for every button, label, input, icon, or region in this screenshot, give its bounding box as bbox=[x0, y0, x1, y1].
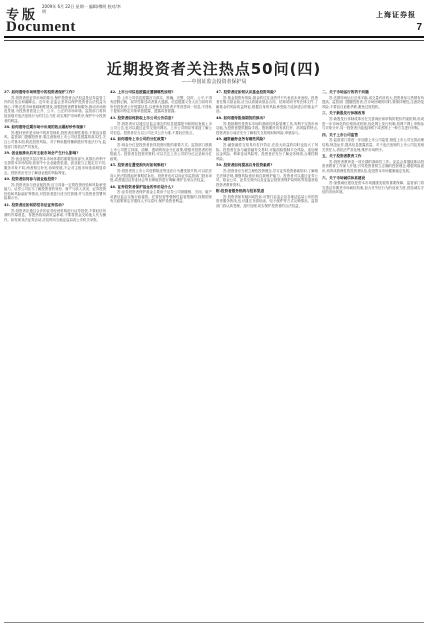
question-heading: 六、关于市场诚信体系建设 bbox=[322, 175, 366, 180]
answer-text: 答:近期市场运行总体平稳,成交量有所放大,投资者参与热情有所提高。监管部门提醒投资者,在市场回暖的同时,要保持理性,注意防范风险,不要盲目追涨杀跌,避免过度投机。 bbox=[322, 95, 424, 109]
qa-item bbox=[110, 163, 212, 182]
question-heading: 三、关于新股发行体制改革 bbox=[322, 111, 366, 116]
answer-text: 答:融资融券交易具有杠杆效应,在放大收益的同时也放大了风险。投资者在参与融资融券交易时,可能面临强制平仓风险、追加保证金风险、利率变动风险等。投资者应充分了解业务规则,合理控制风险。 bbox=[216, 142, 318, 161]
answer-text: 答:投资者应当树立理性投资理念,学习证券投资基础知识,了解相关法律法规,增强风险意识和自我保护能力。投资者可以通过证券公司、基金公司、证券交易所以及证监会投资者保护局网站等渠道获取投资者教育资料。 bbox=[216, 168, 318, 187]
answer-text: 答:投资者可以通过证监会指定的信息披露报刊和网站查阅上市公司公告,也可以通过证券交易所网站、上市公司网站等渠道了解公司信息。投资者应当以公司正式公告为准,不要轻信传言。 bbox=[110, 121, 212, 135]
question-heading: 44. 如何看待上市公司的分红政策? bbox=[110, 137, 167, 142]
answer-text: 答:投资者因上市公司虚假陈述等违法行为遭受损失的,可以依法向人民法院提起民事赔偿诉讼。投资者也可以向证券监管部门投诉举报,或者通过证券业协会等自律组织进行调解,维护自身合法权益。 bbox=[110, 168, 212, 183]
question-heading: 37. 如何看待市场转型中的投资者保护工作? bbox=[4, 90, 75, 94]
question-heading: 40. 投资者如何参与创业板投资? bbox=[4, 177, 57, 182]
qa-item bbox=[4, 90, 106, 123]
text-column bbox=[216, 90, 318, 620]
article-body bbox=[4, 90, 424, 620]
article-headline: 近期投资者关注热点50问(四) bbox=[106, 60, 322, 78]
text-column bbox=[110, 90, 212, 620]
page-number: 7 bbox=[416, 22, 422, 33]
header-rule bbox=[4, 36, 424, 38]
qa-item bbox=[322, 133, 424, 152]
question-heading: 49. 融资融券业务有哪些风险? bbox=[216, 137, 266, 142]
answer-text: 答:投资者应通过合法的证券经营机构进行证券投资,不要轻信所谓的内幕消息、荐股热线和高收益承诺,不要将资金交给他人代为操作。如发现非法证券活动,应及时向当地证监局或公安机关举报。 bbox=[4, 208, 106, 222]
question-heading: 45. 投资者在遭受损失时如何维权? bbox=[110, 163, 167, 168]
answer-text: 答:基金投资有风险,基金的过往业绩并不代表其未来表现。投资者在购买基金前,应当认真阅读基金合同、招募说明书等法律文件,了解基金的风险收益特征,根据自身的风险承受能力选择适合的基金产品。 bbox=[216, 95, 318, 114]
answer-text: 答:投资者是证券市场的基石,保护投资者合法权益是证券监管工作的出发点和落脚点。近年来,证监会坚持以保护投资者合法权益为核心,不断完善市场基础制度建设,加强投资者教育和服务,推动市场规范发展,为投资者营造公开、公平、公正的市场环境。监管部门将持续加强对违法违规行为的打击力度,切实维护市场秩序,保护中小投资者的利益。 bbox=[4, 95, 106, 123]
answer-text: 答:新股发行体制改革旨在完善询价和申购的报价约束机制,形成进一步市场化的价格形成机制,优化网上发行机制,将网下网上申购参与对象分开,同一投资者只能选择网下或者网上一种方式进行申购。 bbox=[322, 116, 424, 131]
answer-text: 答:股指期货是资本市场的基础性风险管理工具,有利于完善市场功能,为投资者提供避险手段。股指期货具有高杠杆、高风险的特点,投资者参与前应充分了解相关交易规则和风险,审慎参与。 bbox=[216, 121, 318, 135]
footer-rule bbox=[4, 622, 424, 623]
qa-item bbox=[322, 111, 424, 130]
question-heading: 41. 投资者应如何防范非法证券活动? bbox=[4, 203, 64, 208]
question-heading: 43. 投资者如何获取上市公司公告信息? bbox=[110, 115, 174, 120]
answer-text: 答:现金分红是投资者获得投资回报的重要方式。监管部门鼓励上市公司建立持续、清晰、透明的现金分红政策,增强对投资者的回报能力。投资者在投资决策时,可以关注上市公司的分红记录和分红政策。 bbox=[110, 142, 212, 161]
answer-text: 答:创业板是多层次资本市场体系的重要组成部分,其推出有利于完善资本市场结构,拓宽中小企业融资渠道。创业板与主板定位不同,服务对象不同,两者相互补充,协调发展,不会对主板市场造成明显冲击。投资者应充分了解创业板的风险特征。 bbox=[4, 156, 106, 175]
section-title: 专版 bbox=[6, 8, 39, 23]
question-heading: 46. 证券投资者保护基金的作用是什么? bbox=[110, 184, 174, 189]
newspaper-name: 上海证券报 bbox=[376, 10, 416, 19]
answer-text: 答:加强诚信建设是资本市场健康发展的重要保障。监管部门将完善证券期货市场诚信档案,加大对失信行为的惩戒力度,营造诚实守信的市场环境。 bbox=[322, 181, 424, 195]
question-heading: 二、关于市场运行的若干问题 bbox=[322, 90, 369, 94]
qa-item bbox=[216, 90, 318, 114]
answer-text: 答:投资者参与创业板投资,应当具备一定的投资经验和风险承受能力。证券公司应当了解投资者的身份、财产与收入状况、证券投资经验和风险偏好等情况,对投资者进行适当性管理,并与投资者签署风险揭示书。 bbox=[4, 182, 106, 201]
question-heading: 39. 创业板推出后对主板市场会产生什么影响? bbox=[4, 151, 79, 156]
question-heading: 38. 如何看待近期市场中出现的热点题材炒作现象? bbox=[4, 125, 86, 130]
header-rule-thin bbox=[4, 40, 424, 41]
qa-item bbox=[110, 137, 212, 161]
qa-item bbox=[4, 177, 106, 201]
qa-item bbox=[4, 203, 106, 222]
question-heading: 附:投资者服务热线与投诉渠道 bbox=[216, 189, 265, 194]
answer-text: 答:上市公司信息披露应当真实、准确、完整、及时、公平,不得有虚假记载、误导性陈述或者重大遗漏。信息披露义务人应当同时向所有投资者公开披露信息,以使所有投资者平等获悉同一信息,不得私下提前向特定对象单独披露、透露或者泄露。 bbox=[110, 95, 212, 114]
question-heading: 五、关于投资者教育工作 bbox=[322, 154, 362, 159]
qa-item bbox=[322, 90, 424, 109]
section-title-english: Document bbox=[6, 19, 76, 35]
qa-item bbox=[322, 154, 424, 173]
qa-item bbox=[110, 90, 212, 114]
question-heading: 42. 上市公司信息披露应遵循哪些原则? bbox=[110, 90, 174, 94]
answer-text: 答:投资者教育是一项长期的基础性工作。证监会将继续推动投资者教育工作深入开展,引导投资者树立正确的投资理念,增强风险意识,培育成熟理性的投资者队伍,促进资本市场健康稳定发展。 bbox=[322, 159, 424, 173]
page-header bbox=[0, 0, 428, 46]
question-heading: 四、关于上市公司监管 bbox=[322, 132, 358, 137]
qa-item bbox=[110, 185, 212, 204]
qa-item bbox=[4, 151, 106, 175]
date-line: 2009年 6月 22日 星期一 编辑/傅明 校对/李明 bbox=[42, 4, 121, 14]
question-heading: 48. 如何看待股指期货的推出? bbox=[216, 115, 266, 120]
answer-text: 答:监管部门将进一步加强上市公司监管,督促上市公司完善治理结构,规范运作,提高信息披露质量。对于违法违规的上市公司及其相关责任人,将依法严肃处理,维护市场秩序。 bbox=[322, 138, 424, 152]
answer-text: 答:证券投资者保护基金主要用于证券公司被撤销、关闭、破产或被证监会实施行政接管、托管经营等强制性监管措施时,按照国家有关政策规定对债权人予以偿付,保护投资者利益。 bbox=[110, 190, 212, 204]
qa-item bbox=[4, 125, 106, 149]
qa-item bbox=[216, 137, 318, 161]
qa-item bbox=[322, 176, 424, 195]
question-heading: 47. 投资者应如何认识基金投资风险? bbox=[216, 90, 276, 94]
article-subhead: ——中国证监会投资者保护局 bbox=[181, 79, 247, 85]
qa-item bbox=[216, 163, 318, 187]
answer-text: 答:题材炒作是市场中的常见现象,投资者应理性看待,不要盲目跟风。监管部门提醒投资者,要注意甄别上市公司信息披露的真实性,关注公司基本面,防范投资风险。对于利用题材操纵股价等违法行为,监管部门将依法严厉查处。 bbox=[4, 130, 106, 149]
qa-item bbox=[216, 116, 318, 135]
qa-item bbox=[216, 189, 318, 208]
answer-text: 答:投资者如有疑问或投诉,可拨打证监会及各地证监局公布的投资者服务热线,也可通过书面信函、电子邮件等方式反映情况。监管部门将认真受理、及时处理,切实保护投资者的合法权益。 bbox=[216, 194, 318, 209]
text-column bbox=[4, 90, 106, 620]
question-heading: 50. 投资者如何提高自身投资素质? bbox=[216, 163, 273, 168]
qa-item bbox=[110, 116, 212, 135]
text-column bbox=[322, 90, 424, 620]
